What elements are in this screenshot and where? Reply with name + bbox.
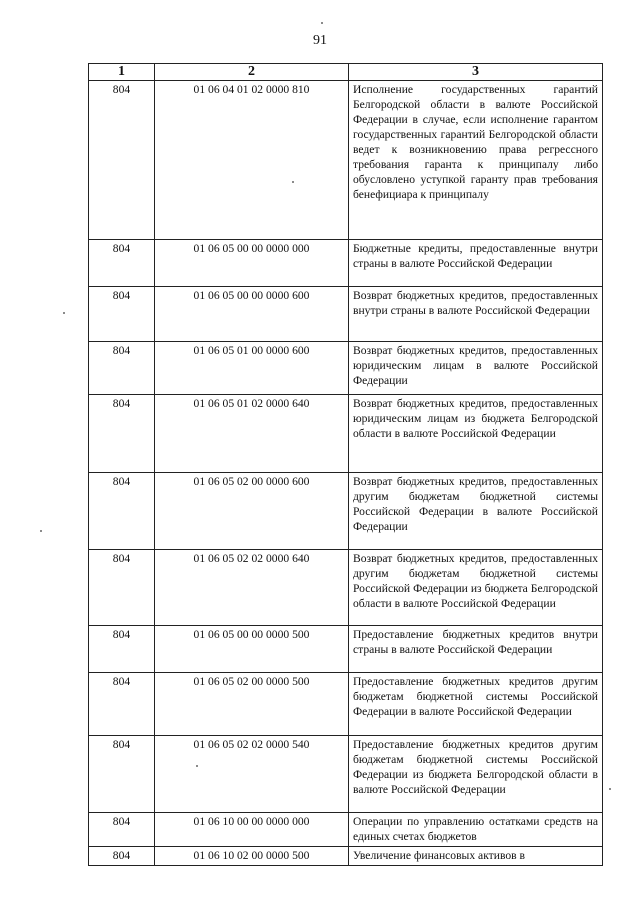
budget-code-cell: 01 06 10 02 00 0000 500 [155,847,349,866]
budget-code-cell: 01 06 05 00 00 0000 000 [155,240,349,287]
admin-code-cell: 804 [89,847,155,866]
admin-code-cell: 804 [89,626,155,673]
admin-code-cell: 804 [89,473,155,550]
table-row [89,287,603,342]
admin-code-cell: 804 [89,736,155,813]
column-header-1: 1 [89,64,155,81]
scan-speck [321,22,323,24]
admin-code-cell: 804 [89,287,155,342]
column-header-3: 3 [349,64,603,81]
column-header-2: 2 [155,64,349,81]
budget-code-cell: 01 06 05 02 00 0000 600 [155,473,349,550]
scan-speck [292,181,294,183]
table-row [89,395,603,473]
table-row [89,736,603,813]
budget-code-cell: 01 06 05 00 00 0000 500 [155,626,349,673]
description-cell: Бюджетные кредиты, предоставленные внутри страны в валюте Российской Федерации [349,240,603,287]
budget-code-cell: 01 06 05 02 02 0000 540 [155,736,349,813]
admin-code-cell: 804 [89,395,155,473]
table-row [89,673,603,736]
scan-speck [63,312,65,314]
admin-code-cell: 804 [89,550,155,626]
scan-speck [196,765,198,767]
table-row [89,626,603,673]
scan-speck [609,788,611,790]
table-row [89,81,603,240]
description-cell: Предоставление бюджетных кредитов другим бюджетам бюджетной системы Российской Федерации в валюте Российской Федерации [349,673,603,736]
table-row [89,847,603,866]
budget-codes-table [88,63,603,866]
table-row [89,550,603,626]
description-cell: Предоставление бюджетных кредитов внутри страны в валюте Российской Федерации [349,626,603,673]
table-row [89,342,603,395]
scan-speck [40,530,42,532]
description-cell: Исполнение государственных гарантий Белгородской области в валюте Российской Федерации в случае, если исполнение гарантом государственных гарантий Белгородской области ведет к возникновению права регрессного требования гаранта к принципалу либо обусловлено уступкой гаранту прав требования бенефициара к принципалу [349,81,603,240]
table-row [89,813,603,847]
budget-code-cell: 01 06 05 02 02 0000 640 [155,550,349,626]
description-cell: Увеличение финансовых активов в [349,847,603,866]
description-cell: Возврат бюджетных кредитов, предоставленных другим бюджетам бюджетной системы Российской Федерации в валюте Российской Федерации [349,473,603,550]
budget-code-cell: 01 06 05 02 00 0000 500 [155,673,349,736]
table-row [89,473,603,550]
table-header-row [89,64,603,81]
budget-code-cell: 01 06 05 01 02 0000 640 [155,395,349,473]
budget-code-cell: 01 06 04 01 02 0000 810 [155,81,349,240]
admin-code-cell: 804 [89,240,155,287]
description-cell: Предоставление бюджетных кредитов другим бюджетам бюджетной системы Российской Федерации из бюджета Белгородской области в валюте Российской Федерации [349,736,603,813]
admin-code-cell: 804 [89,342,155,395]
description-cell: Операции по управлению остатками средств на единых счетах бюджетов [349,813,603,847]
description-cell: Возврат бюджетных кредитов, предоставленных внутри страны в валюте Российской Федерации [349,287,603,342]
description-cell: Возврат бюджетных кредитов, предоставленных юридическим лицам из бюджета Белгородской области в валюте Российской Федерации [349,395,603,473]
admin-code-cell: 804 [89,673,155,736]
admin-code-cell: 804 [89,81,155,240]
admin-code-cell: 804 [89,813,155,847]
description-cell: Возврат бюджетных кредитов, предоставленных другим бюджетам бюджетной системы Российской Федерации из бюджета Белгородской области в валюте Российской Федерации [349,550,603,626]
table-row [89,240,603,287]
description-cell: Возврат бюджетных кредитов, предоставленных юридическим лицам в валюте Российской Федерации [349,342,603,395]
budget-code-cell: 01 06 10 00 00 0000 000 [155,813,349,847]
page-number: 91 [313,33,327,48]
budget-code-cell: 01 06 05 01 00 0000 600 [155,342,349,395]
budget-code-cell: 01 06 05 00 00 0000 600 [155,287,349,342]
